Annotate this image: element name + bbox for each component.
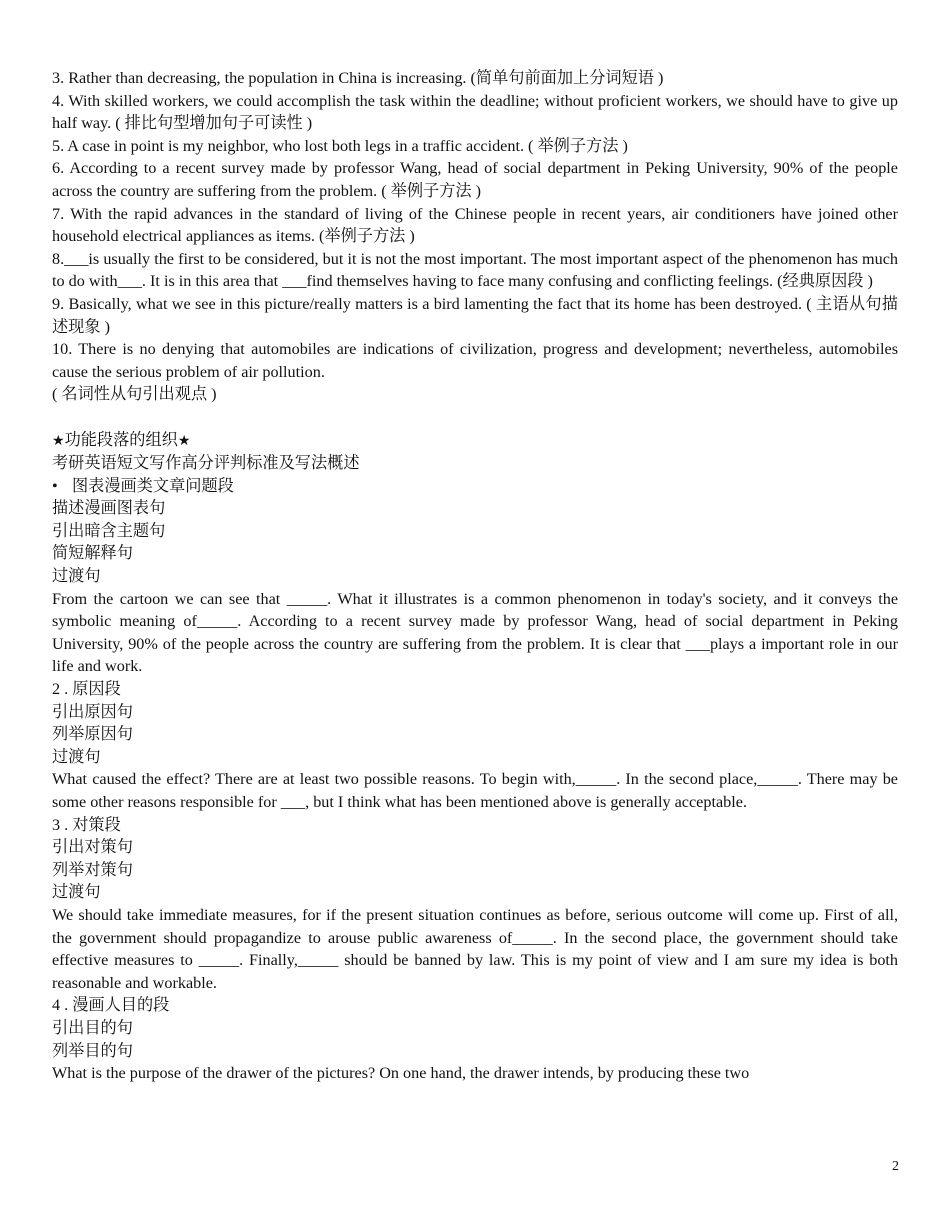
part1-line: 描述漫画图表句 <box>52 499 166 518</box>
section-title <box>52 429 898 453</box>
star-icon: ★ <box>52 432 65 449</box>
example-item-6: 6. According to a recent survey made by professor Wang, head of social department in Peking University, 90% of the people across the country are suffering from the problem. ( 举例子方法 ) <box>52 159 898 200</box>
star-icon: ★ <box>177 432 191 449</box>
example-item-9: 9. Basically, what we see in this picture/really matters is a bird lamenting the fact that its home has been destroyed. ( 主语从句描述现象 ) <box>52 294 898 336</box>
part2-paragraph: What caused the effect? There are at least two possible reasons. To begin with,_____. In the second place,_____. There may be some other reasons responsible for ___, but I think what has been mentioned above is generally acceptable. <box>52 770 898 811</box>
example-item-10: 10. There is no denying that automobiles are indications of civilization, progress and development; nevertheless, automobiles cause the serious problem of air pollution. <box>52 340 898 381</box>
example-item-4: 4. With skilled workers, we could accomplish the task within the deadline; without proficient workers, we should have to give up half way. ( 排比句型增加句子可读性 ) <box>52 91 898 133</box>
part3-line: 过渡句 <box>52 883 101 902</box>
part3-line: 引出对策句 <box>52 838 133 857</box>
bullet-item <box>52 475 898 498</box>
part2-line: 引出原因句 <box>52 702 133 721</box>
part4-line: 列举目的句 <box>52 1041 133 1060</box>
part4-line: 引出目的句 <box>52 1018 133 1037</box>
spacer <box>52 406 898 429</box>
document-page <box>52 67 898 1085</box>
part1-paragraph: From the cartoon we can see that _____. What it illustrates is a common phenomenon in today's society, and it conveys the symbolic meaning of_____. According to a recent survey made by professor Wang, head of social department in Peking University, 90% of the people across the country are suffering from the problem. It is clear that ___plays a important role in our life and work. <box>52 589 898 676</box>
section-subtitle: 考研英语短文写作高分评判标准及写法概述 <box>52 454 360 473</box>
part1-line: 引出暗含主题句 <box>52 521 166 540</box>
part3-paragraph: We should take immediate measures, for if the present situation continues as before, serious outcome will come up. First of all, the government should propagandize to arouse public awareness of_____. In the second place, the government should take effective measures to _____. Finally,_____ should be banned by law. This is my point of view and I am sure my idea is both reasonable and workable. <box>52 905 898 992</box>
example-item-3: 3. Rather than decreasing, the population in China is increasing. (简单句前面加上分词短语 ) <box>52 69 664 87</box>
example-item-8: 8.___is usually the first to be considered, but it is not the most important. The most important aspect of the phenomenon has much to do with___. It is in this area that ___find themselves having to face many confusing and conflicting feelings. (经典原因段 ) <box>52 249 898 291</box>
part3-line: 列举对策句 <box>52 860 133 879</box>
part4-paragraph: What is the purpose of the drawer of the pictures? On one hand, the drawer intends, by producing these two <box>52 1064 750 1083</box>
page-number: 2 <box>892 1159 899 1174</box>
part2-line: 过渡句 <box>52 747 101 766</box>
example-item-7: 7. With the rapid advances in the standard of living of the Chinese people in recent years, air conditioners have joined other household electrical appliances as items. (举例子方法 ) <box>52 204 898 246</box>
part4-heading: 4 . 漫画人目的段 <box>52 996 170 1015</box>
part2-line: 列举原因句 <box>52 725 133 744</box>
example-item-5: 5. A case in point is my neighbor, who lost both legs in a traffic accident. ( 举例子方法 ) <box>52 136 628 155</box>
example-item-10-note: ( 名词性从句引出观点 ) <box>52 385 217 404</box>
part3-heading: 3 . 对策段 <box>52 815 121 834</box>
bullet-text: 图表漫画类文章问题段 <box>72 476 234 495</box>
part2-heading: 2 . 原因段 <box>52 680 121 699</box>
part1-line: 简短解释句 <box>52 544 133 563</box>
part1-line: 过渡句 <box>52 567 101 586</box>
bullet-icon: • <box>52 476 58 495</box>
section-title-text: 功能段落的组织 <box>64 430 178 449</box>
